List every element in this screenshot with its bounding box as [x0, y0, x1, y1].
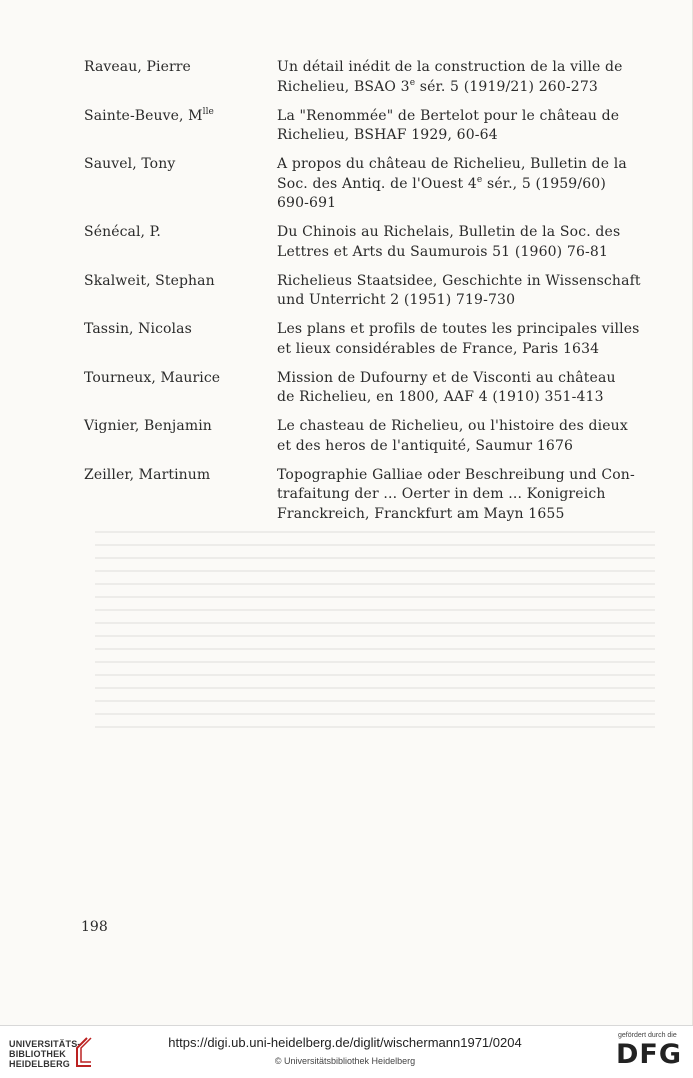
- entry-author: Raveau, Pierre: [84, 59, 191, 75]
- page-number: 198: [81, 919, 108, 935]
- library-logo-text: UNIVERSITÄTS- BIBLIOTHEK HEIDELBERG: [9, 1039, 81, 1069]
- entry-title: Les plans et profils de toutes les principales villes et lieux considérables de France, Paris 1634: [277, 321, 640, 357]
- entry-author: Sainte-Beuve, $M^{lle}$: [84, 106, 214, 124]
- entry-author: Zeiller, Martinum: [84, 466, 211, 483]
- viewer-footer: [0, 1025, 693, 1078]
- permalink-url[interactable]: https://digi.ub.uni-heidelberg.de/diglit/wischermann1971/0204: [168, 1035, 522, 1050]
- copyright-notice: © Universitätsbibliothek Heidelberg: [274, 1056, 416, 1066]
- bibliography-entry: [84, 369, 654, 408]
- bibliography-entry: [84, 58, 654, 97]
- entry-author: Sénécal, P.: [84, 224, 161, 240]
- bibliography-entry: [84, 155, 654, 214]
- bibliography-entry: [84, 223, 654, 262]
- bibliography-entry: [84, 417, 654, 456]
- bibliography-entry: [84, 320, 654, 359]
- entry-title: La "Renommée" de Bertelot pour le château de Richelieu, BSHAF 1929, 60-64: [277, 107, 620, 143]
- entry-title: Richelieus Staatsidee, Geschichte in Wissenschaft und Unterricht 2 (1951) 719-730: [277, 272, 641, 308]
- entry-title: Mission de Dufourny et de Visconti au château de Richelieu, en 1800, AAF 4 (1910) 351-413: [277, 369, 616, 405]
- entry-title: Du Chinois au Richelais, Bulletin de la Soc. des Lettres et Arts du Saumurois 51 (1960) 76-81: [277, 224, 621, 260]
- entry-title: Un détail inédit de la construction de la ville de Richelieu, BSAO 3e sér. 5 (1919/21) 260-273: [277, 59, 623, 95]
- bibliography-entry: [84, 107, 654, 146]
- entry-author: Tassin, Nicolas: [84, 321, 192, 337]
- dfg-logo: DFG: [616, 1039, 683, 1070]
- entry-author: Vignier, Benjamin: [84, 418, 212, 434]
- entry-title: Topographie Galliae oder Beschreibung und Con- trafaitung der ... Oerter in dem ... Konigreich Franckreich, Franckfurt am Mayn 1655: [277, 466, 635, 522]
- entry-author: Sauvel, Tony: [84, 156, 176, 172]
- bibliography-list: [84, 58, 654, 534]
- library-logo-icon: [73, 1036, 93, 1068]
- bleed-through-texture: [95, 520, 655, 910]
- funding-caption: gefördert durch die: [618, 1032, 677, 1039]
- entry-title: A propos du château de Richelieu, Bulletin de la Soc. des Antiq. de l'Ouest 4e sér., 5 (1959/60) 690-691: [277, 156, 627, 211]
- entry-author: Skalweit, Stephan: [84, 272, 215, 289]
- bibliography-entry: [84, 272, 654, 311]
- entry-author: Tourneux, Maurice: [84, 369, 221, 386]
- entry-title: Le chasteau de Richelieu, ou l'histoire des dieux et des heros de l'antiquité, Saumur 1676: [277, 418, 628, 454]
- bibliography-entry: [84, 466, 654, 525]
